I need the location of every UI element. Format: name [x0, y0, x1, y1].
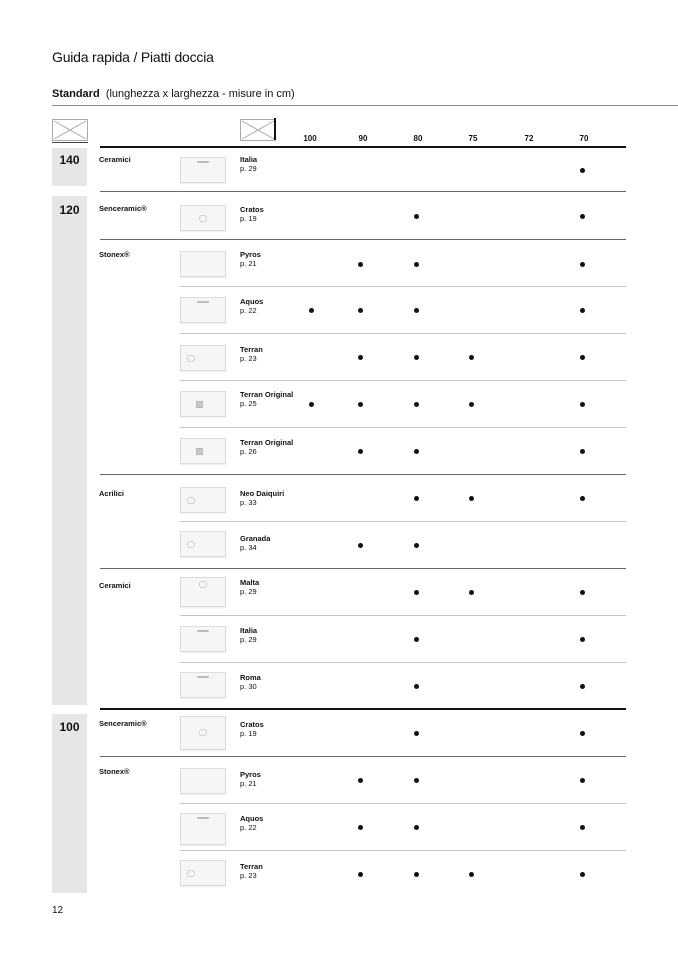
page-number: 12 — [52, 905, 64, 916]
column-header: 72 — [524, 134, 534, 143]
model-entry — [240, 345, 263, 363]
availability-dot — [580, 731, 585, 736]
column-header: 100 — [303, 134, 317, 143]
model-page: p. 22 — [240, 823, 257, 832]
model-name: Pyros — [240, 250, 261, 259]
product-thumbnail — [180, 860, 226, 886]
row-divider — [100, 191, 626, 192]
availability-dot — [414, 872, 419, 877]
product-thumbnail — [180, 626, 226, 652]
product-thumbnail — [180, 531, 226, 557]
availability-dot — [414, 214, 419, 219]
model-page: p. 21 — [240, 259, 257, 268]
material-label: Ceramici — [99, 155, 131, 164]
availability-dot — [414, 449, 419, 454]
product-thumbnail — [180, 438, 226, 464]
availability-dot — [469, 872, 474, 877]
product-thumbnail — [180, 813, 226, 845]
availability-dot — [580, 308, 585, 313]
product-thumbnail — [180, 157, 226, 183]
row-divider — [180, 803, 626, 804]
product-thumbnail — [180, 716, 226, 750]
model-name: Neo Daiquiri — [240, 489, 285, 498]
model-name: Terran — [240, 345, 263, 354]
column-header: 90 — [358, 134, 368, 143]
column-header: 75 — [468, 134, 478, 143]
subtitle-bold: Standard — [52, 88, 100, 100]
availability-dot — [358, 262, 363, 267]
length-icon — [52, 119, 88, 141]
size-label: 140 — [59, 153, 80, 167]
model-page: p. 25 — [240, 399, 257, 408]
availability-dot — [414, 496, 419, 501]
availability-dot — [414, 402, 419, 407]
availability-dot — [580, 355, 585, 360]
model-page: p. 21 — [240, 779, 257, 788]
product-thumbnail — [180, 251, 226, 277]
width-icon — [240, 119, 276, 141]
row-divider — [180, 333, 626, 334]
material-label: Ceramici — [99, 581, 131, 590]
model-entry — [240, 720, 264, 738]
availability-dot — [414, 731, 419, 736]
availability-dot — [309, 402, 314, 407]
availability-dot — [358, 543, 363, 548]
model-name: Aquos — [240, 814, 264, 823]
product-thumbnail — [180, 672, 226, 698]
availability-dot — [414, 637, 419, 642]
size-label: 100 — [59, 720, 80, 734]
availability-dot — [414, 543, 419, 548]
product-thumbnail — [180, 577, 226, 607]
model-name: Italia — [240, 155, 258, 164]
model-entry — [240, 814, 263, 832]
row-divider — [180, 427, 626, 428]
model-page: p. 19 — [240, 214, 257, 223]
availability-dot — [580, 168, 585, 173]
product-thumbnail — [180, 205, 226, 231]
model-name: Terran Original — [240, 438, 294, 447]
model-entry — [240, 297, 263, 315]
availability-dot — [309, 308, 314, 313]
row-divider — [100, 239, 626, 240]
product-thumbnail — [180, 487, 226, 513]
row-divider — [180, 521, 626, 522]
row-divider — [180, 850, 626, 851]
row-divider — [100, 568, 626, 569]
material-label: Senceramic® — [99, 719, 147, 728]
model-page: p. 33 — [240, 498, 257, 507]
availability-dot — [580, 825, 585, 830]
availability-dot — [414, 308, 419, 313]
header-divider — [100, 146, 626, 148]
model-name: Aquos — [240, 297, 264, 306]
availability-dot — [469, 496, 474, 501]
row-divider — [180, 662, 626, 663]
model-page: p. 34 — [240, 543, 257, 552]
model-name: Terran — [240, 862, 263, 871]
model-entry — [240, 489, 284, 507]
availability-dot — [414, 262, 419, 267]
availability-dot — [580, 637, 585, 642]
row-divider — [100, 474, 626, 475]
product-thumbnail — [180, 768, 226, 794]
availability-dot — [358, 872, 363, 877]
availability-dot — [469, 402, 474, 407]
model-entry — [240, 673, 261, 691]
availability-dot — [358, 449, 363, 454]
width-indicator-bar — [274, 118, 276, 140]
model-page: p. 19 — [240, 729, 257, 738]
model-page: p. 26 — [240, 447, 257, 456]
model-name: Italia — [240, 626, 258, 635]
availability-dot — [580, 262, 585, 267]
model-entry — [240, 205, 264, 223]
size-block-120 — [52, 196, 87, 705]
model-entry — [240, 578, 259, 596]
material-label: Acrilici — [99, 489, 125, 498]
availability-dot — [358, 308, 363, 313]
model-entry — [240, 390, 293, 408]
column-header: 80 — [413, 134, 423, 143]
model-name: Malta — [240, 578, 260, 587]
subtitle-rest: (lunghezza x larghezza - misure in cm) — [105, 88, 295, 100]
availability-dot — [414, 355, 419, 360]
model-page: p. 23 — [240, 871, 257, 880]
availability-dot — [414, 590, 419, 595]
availability-dot — [414, 778, 419, 783]
model-page: p. 29 — [240, 587, 257, 596]
model-entry — [240, 438, 293, 456]
section-subtitle — [52, 88, 295, 100]
model-name: Roma — [240, 673, 261, 682]
availability-dot — [358, 825, 363, 830]
model-entry — [240, 626, 257, 644]
availability-dot — [414, 684, 419, 689]
availability-dot — [580, 214, 585, 219]
availability-dot — [358, 402, 363, 407]
model-entry — [240, 250, 261, 268]
availability-dot — [580, 778, 585, 783]
model-name: Cratos — [240, 720, 264, 729]
model-entry — [240, 770, 261, 788]
availability-dot — [580, 872, 585, 877]
row-divider — [180, 380, 626, 381]
model-name: Granada — [240, 534, 271, 543]
availability-dot — [580, 684, 585, 689]
availability-dot — [469, 355, 474, 360]
availability-dot — [469, 590, 474, 595]
availability-dot — [580, 449, 585, 454]
product-thumbnail — [180, 391, 226, 417]
availability-dot — [358, 778, 363, 783]
model-name: Terran Original — [240, 390, 294, 399]
material-label: Senceramic® — [99, 204, 147, 213]
availability-dot — [358, 355, 363, 360]
model-page: p. 23 — [240, 354, 257, 363]
row-divider — [180, 286, 626, 287]
model-entry — [240, 862, 263, 880]
model-name: Pyros — [240, 770, 261, 779]
size-divider — [100, 708, 626, 710]
size-label: 120 — [59, 203, 80, 217]
column-header: 70 — [579, 134, 589, 143]
availability-dot — [580, 590, 585, 595]
product-thumbnail — [180, 345, 226, 371]
model-entry — [240, 155, 257, 173]
model-name: Cratos — [240, 205, 264, 214]
subtitle-divider — [52, 105, 678, 106]
model-entry — [240, 534, 270, 552]
model-page: p. 29 — [240, 635, 257, 644]
material-label: Stonex® — [99, 250, 130, 259]
availability-dot — [580, 496, 585, 501]
availability-dot — [580, 402, 585, 407]
row-divider — [180, 615, 626, 616]
material-label: Stonex® — [99, 767, 130, 776]
model-page: p. 29 — [240, 164, 257, 173]
model-page: p. 30 — [240, 682, 257, 691]
availability-dot — [414, 825, 419, 830]
page-title: Guida rapida / Piatti doccia — [52, 49, 214, 65]
model-page: p. 22 — [240, 306, 257, 315]
row-divider — [100, 756, 626, 757]
size-block-100 — [52, 714, 87, 893]
product-thumbnail — [180, 297, 226, 323]
